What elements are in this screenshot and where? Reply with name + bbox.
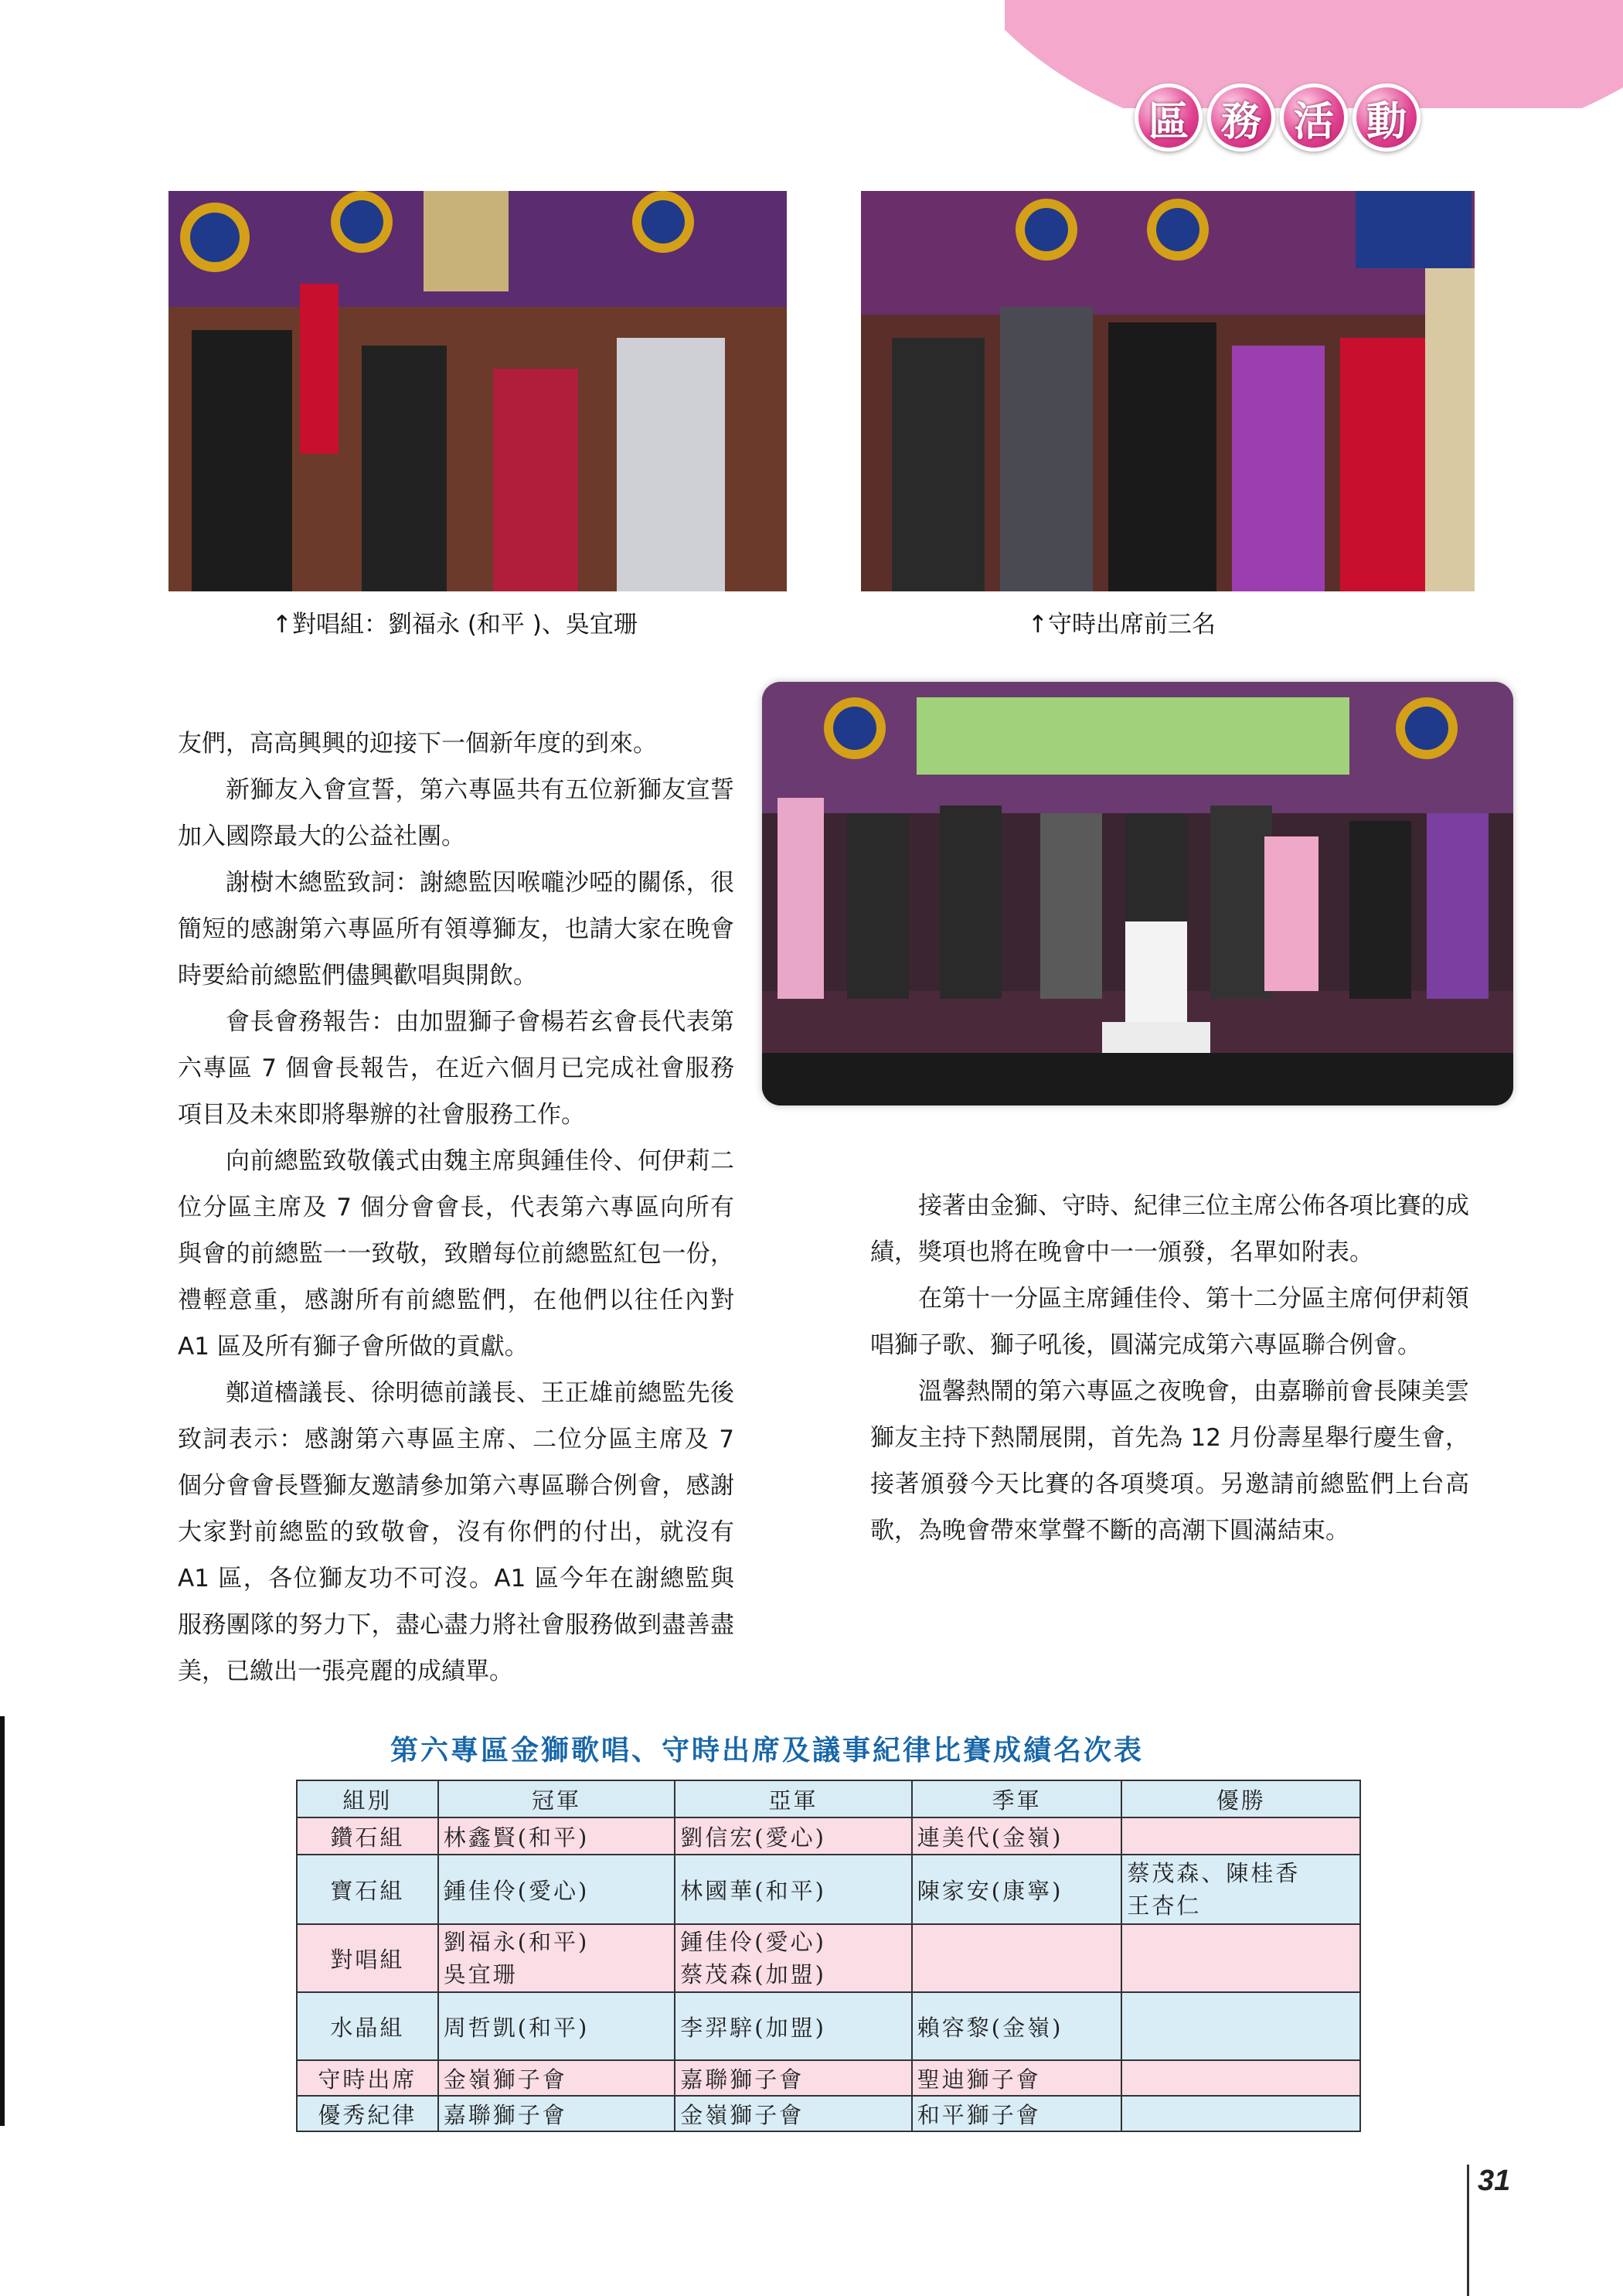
left-text-column	[178, 720, 734, 1695]
section-title	[1135, 83, 1421, 152]
table-header: 亞軍	[675, 1780, 912, 1817]
table-header: 優勝	[1121, 1780, 1360, 1817]
table-cell: 李羿騂(加盟)	[675, 1992, 912, 2060]
page-number: 31	[1478, 2165, 1511, 2197]
table-row	[297, 1855, 1360, 1924]
table-header-row	[297, 1780, 1360, 1817]
table-header: 組別	[297, 1780, 438, 1817]
photo-duet-group	[168, 191, 787, 591]
table-cell: 聖迪獅子會	[912, 2060, 1122, 2096]
paragraph: 鄭道檣議長、徐明德前議長、王正雄前總監先後致詞表示：感謝第六專區主席、二位分區主席及 7 個分會會長暨獅友邀請參加第六專區聯合例會，感謝大家對前總監的致敬會，沒有你們的付出，就沒有 A1 區，各位獅友功不可沒。A1 區今年在謝總監與服務團隊的努力下，盡心盡力將社會服務做到盡善盡美，已繳出一張亮麗的成績單。	[178, 1379, 734, 1685]
table-cell: 寶石組	[297, 1855, 438, 1924]
section-title-char: 動	[1352, 83, 1421, 152]
table-cell: 劉福永(和平) 吳宜珊	[438, 1924, 675, 1992]
table-cell: 優秀紀律	[297, 2096, 438, 2131]
paragraph: 會長會務報告：由加盟獅子會楊若玄會長代表第六專區 7 個會長報告，在近六個月已完成社會服務項目及未來即將舉辦的社會服務工作。	[178, 1008, 734, 1129]
table-cell: 賴容黎(金嶺)	[912, 1992, 1122, 2060]
photo-cake-cutting	[762, 682, 1513, 1105]
paragraph: 在第十一分區主席鍾佳伶、第十二分區主席何伊莉領唱獅子歌、獅子吼後，圓滿完成第六專區聯合例會。	[870, 1285, 1469, 1359]
table-cell: 鑽石組	[297, 1817, 438, 1855]
table-cell: 金嶺獅子會	[675, 2096, 912, 2131]
paragraph: 友們，高高興興的迎接下一個新年度的到來。	[178, 730, 657, 758]
table-cell: 陳家安(康寧)	[912, 1855, 1122, 1924]
table-header: 季軍	[912, 1780, 1122, 1817]
table-cell	[1121, 1924, 1360, 1992]
table-cell: 周哲凱(和平)	[438, 1992, 675, 2060]
section-title-char: 務	[1207, 83, 1275, 152]
table-cell	[1121, 1992, 1360, 2060]
table-row	[297, 2060, 1360, 2096]
table-title: 第六專區金獅歌唱、守時出席及議事紀律比賽成績名次表	[390, 1735, 1145, 1766]
table-cell: 鍾佳伶(愛心) 蔡茂森(加盟)	[675, 1924, 912, 1992]
table-cell: 水晶組	[297, 1992, 438, 2060]
paragraph: 新獅友入會宣誓，第六專區共有五位新獅友宣誓加入國際最大的公益社團。	[178, 776, 734, 850]
table-cell: 和平獅子會	[912, 2096, 1122, 2131]
results-table	[296, 1780, 1361, 2132]
table-row	[297, 1924, 1360, 1992]
photo-punctuality-winners	[861, 191, 1475, 591]
section-title-char: 活	[1280, 83, 1348, 152]
table-cell: 鍾佳伶(愛心)	[438, 1855, 675, 1924]
paragraph: 溫馨熱鬧的第六專區之夜晚會，由嘉聯前會長陳美雲獅友主持下熱鬧展開，首先為 12 月份壽星舉行慶生會，接著頒發今天比賽的各項獎項。另邀請前總監們上台高歌，為晚會帶來掌聲不斷的高潮下圓滿結束。	[870, 1378, 1469, 1545]
photo-caption: ↑守時出席前三名	[1028, 611, 1216, 639]
page-number-rule	[1467, 2165, 1469, 2296]
section-title-char: 區	[1135, 83, 1203, 152]
table-cell	[1121, 2096, 1360, 2131]
table-cell: 林國華(和平)	[675, 1855, 912, 1924]
table-cell: 林鑫賢(和平)	[438, 1817, 675, 1855]
right-text-column	[870, 1183, 1469, 1554]
photo-caption: ↑對唱組：劉福永 (和平 )、吳宜珊	[272, 611, 638, 639]
table-cell: 連美代(金嶺)	[912, 1817, 1122, 1855]
paragraph: 接著由金獅、守時、紀律三位主席公佈各項比賽的成績，獎項也將在晚會中一一頒發，名單如附表。	[870, 1192, 1469, 1266]
table-cell: 蔡茂森、陳桂香 王杏仁	[1121, 1855, 1360, 1924]
table-header: 冠軍	[438, 1780, 675, 1817]
table-cell: 嘉聯獅子會	[675, 2060, 912, 2096]
table-cell	[1121, 1817, 1360, 1855]
paragraph: 謝樹木總監致詞：謝總監因喉嚨沙啞的關係，很簡短的感謝第六專區所有領導獅友，也請大家在晚會時要給前總監們儘興歡唱與開飲。	[178, 869, 734, 990]
table-cell: 劉信宏(愛心)	[675, 1817, 912, 1855]
table-cell: 金嶺獅子會	[438, 2060, 675, 2096]
margin-bar	[0, 1716, 5, 2126]
table-cell: 嘉聯獅子會	[438, 2096, 675, 2131]
table-cell	[1121, 2060, 1360, 2096]
table-cell	[912, 1924, 1122, 1992]
table-row	[297, 1992, 1360, 2060]
table-row	[297, 2096, 1360, 2131]
table-cell: 守時出席	[297, 2060, 438, 2096]
table-cell: 對唱組	[297, 1924, 438, 1992]
paragraph: 向前總監致敬儀式由魏主席與鍾佳伶、何伊莉二位分區主席及 7 個分會會長，代表第六專區向所有與會的前總監一一致敬，致贈每位前總監紅包一份，禮輕意重，感謝所有前總監們，在他們以往任內對 A1 區及所有獅子會所做的貢獻。	[178, 1147, 734, 1361]
table-row	[297, 1817, 1360, 1855]
